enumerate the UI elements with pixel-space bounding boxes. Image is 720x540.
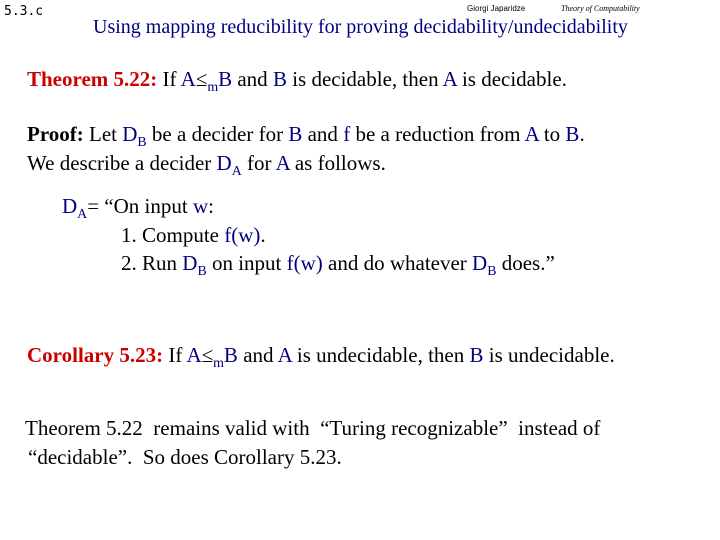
algorithm-header bbox=[62, 194, 214, 221]
symbol-A: A bbox=[442, 67, 457, 91]
text: and bbox=[237, 67, 268, 91]
symbol-A: A bbox=[180, 67, 196, 91]
subscript: B bbox=[137, 133, 147, 149]
decider-symbol: D bbox=[182, 251, 198, 275]
text: : bbox=[208, 194, 214, 218]
theorem-line bbox=[27, 67, 567, 94]
subscript: A bbox=[77, 205, 88, 221]
text: and bbox=[307, 122, 338, 146]
algorithm-step-2 bbox=[121, 251, 555, 278]
remark-line-1: Theorem 5.22 remains valid with “Turing recognizable” instead of bbox=[25, 416, 601, 440]
subscript: B bbox=[487, 262, 497, 278]
corollary-label: Corollary 5.23: bbox=[27, 343, 164, 367]
algorithm-step-1 bbox=[121, 225, 266, 246]
decider-symbol: D bbox=[122, 122, 138, 146]
text: on input bbox=[211, 251, 282, 275]
function-f: f bbox=[343, 122, 351, 146]
text: be a decider for bbox=[151, 122, 284, 146]
proof-label: Proof: bbox=[27, 122, 84, 146]
decider-symbol: D bbox=[62, 194, 78, 218]
fw-expression: f(w) bbox=[224, 223, 261, 247]
text: as follows. bbox=[294, 151, 386, 175]
text: does.” bbox=[501, 251, 555, 275]
corollary-line bbox=[27, 343, 615, 370]
theorem-label: Theorem 5.22: bbox=[27, 67, 158, 91]
decider-symbol: D bbox=[216, 151, 232, 175]
symbol-B: B bbox=[272, 67, 287, 91]
symbol-A: A bbox=[186, 343, 202, 367]
proof-line-2 bbox=[27, 151, 386, 178]
mapping-subscript: m bbox=[213, 354, 224, 370]
text: Let bbox=[89, 122, 117, 146]
text: and do whatever bbox=[328, 251, 467, 275]
symbol-B: B bbox=[565, 122, 580, 146]
text: be a reduction from bbox=[355, 122, 521, 146]
symbol-B: B bbox=[469, 343, 484, 367]
slide-number: 5.3.c bbox=[4, 4, 44, 19]
author-name: Giorgi Japaridze bbox=[467, 4, 526, 13]
symbol-A: A bbox=[277, 343, 292, 367]
symbol-B: B bbox=[218, 67, 233, 91]
text: is undecidable. bbox=[488, 343, 615, 367]
proof-line-1 bbox=[27, 122, 585, 149]
le-symbol: ≤ bbox=[201, 343, 214, 367]
text: and bbox=[243, 343, 274, 367]
text: for bbox=[246, 151, 272, 175]
text: . bbox=[579, 122, 585, 146]
subscript: B bbox=[197, 262, 207, 278]
fw-expression: f(w) bbox=[286, 251, 323, 275]
text: is decidable, then bbox=[292, 67, 439, 91]
text: If bbox=[162, 67, 177, 91]
text: If bbox=[168, 343, 183, 367]
text: = “On input bbox=[87, 194, 188, 218]
mapping-subscript: m bbox=[207, 78, 219, 94]
symbol-B: B bbox=[223, 343, 238, 367]
text: . bbox=[260, 223, 266, 247]
text: is undecidable, then bbox=[296, 343, 465, 367]
remark-line-2: “decidable”. So does Corollary 5.23. bbox=[28, 445, 342, 469]
text: 2. Run bbox=[121, 251, 178, 275]
subscript: A bbox=[231, 162, 242, 178]
symbol-B: B bbox=[288, 122, 303, 146]
course-name: Theory of Computability bbox=[561, 4, 640, 13]
input-w: w bbox=[192, 194, 209, 218]
symbol-A: A bbox=[275, 151, 290, 175]
le-symbol: ≤ bbox=[195, 67, 208, 91]
text: We describe a decider bbox=[27, 151, 212, 175]
text: to bbox=[543, 122, 561, 146]
text: is decidable. bbox=[461, 67, 567, 91]
text: 1. Compute bbox=[121, 223, 219, 247]
slide-title: Using mapping reducibility for proving decidability/undecidability bbox=[93, 16, 628, 38]
symbol-A: A bbox=[524, 122, 539, 146]
decider-symbol: D bbox=[472, 251, 488, 275]
